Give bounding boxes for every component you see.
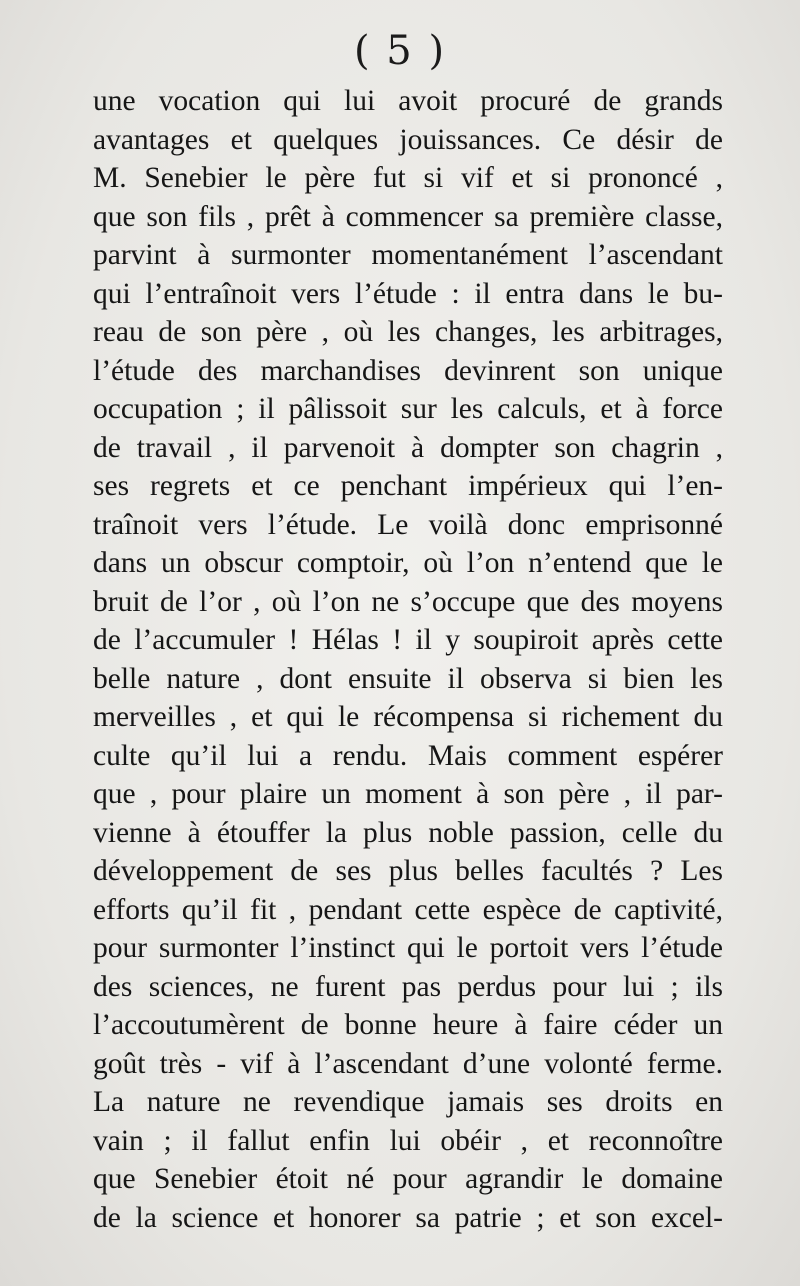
text-line: efforts qu’il fit , pendant cette espèce de captivité, <box>93 893 723 926</box>
text-line: l’accoutumèrent de bonne heure à faire céder un <box>93 1009 723 1041</box>
text-line: de la science et honorer sa patrie ; et son excel- <box>93 1201 723 1234</box>
text-line: pour surmonter l’instinct qui le portoit vers l’étude <box>93 932 723 964</box>
text-line: que son fils , prêt à commencer sa première classe, <box>93 200 723 233</box>
text-line: occupation ; il pâlissoit sur les calculs, et à force <box>93 393 723 425</box>
text-line: que Senebier étoit né pour agrandir le domaine <box>93 1163 723 1195</box>
text-line: qui l’entraînoit vers l’étude : il entra dans le bu- <box>93 277 723 310</box>
text-line: vienne à étouffer la plus noble passion, celle du <box>93 816 723 849</box>
text-line: l’étude des marchandises devinrent son unique <box>93 354 723 387</box>
body-text <box>93 82 723 1237</box>
text-line: reau de son père , où les changes, les arbitrages, <box>93 316 723 348</box>
text-line: ses regrets et ce penchant impérieux qui l’en- <box>93 470 723 502</box>
text-line: avantages et quelques jouissances. Ce désir de <box>93 123 723 156</box>
text-line: M. Senebier le père fut si vif et si prononcé , <box>93 162 723 194</box>
text-line: de l’accumuler ! Hélas ! il y soupiroit après cette <box>93 624 723 656</box>
text-line: vain ; il fallut enfin lui obéir , et reconnoître <box>93 1124 723 1157</box>
text-line: traînoit vers l’étude. Le voilà donc emprisonné <box>93 508 723 541</box>
text-line: que , pour plaire un moment à son père , il par- <box>93 778 723 810</box>
text-line: bruit de l’or , où l’on ne s’occupe que des moyens <box>93 585 723 618</box>
text-line: culte qu’il lui a rendu. Mais comment espérer <box>93 739 723 772</box>
page-number: ( 5 ) <box>353 28 447 74</box>
text-line: merveilles , et qui le récompensa si richement du <box>93 701 723 733</box>
text-line: goût très - vif à l’ascendant d’une volonté ferme. <box>93 1047 723 1080</box>
text-line: parvint à surmonter momentanément l’ascendant <box>93 239 723 271</box>
text-line: La nature ne revendique jamais ses droits en <box>93 1086 723 1118</box>
text-line: belle nature , dont ensuite il observa si bien les <box>93 662 723 695</box>
text-line: des sciences, ne furent pas perdus pour lui ; ils <box>93 970 723 1003</box>
text-line: développement de ses plus belles facultés ? Les <box>93 855 723 887</box>
text-line: de travail , il parvenoit à dompter son chagrin , <box>93 431 723 464</box>
text-line: dans un obscur comptoir, où l’on n’entend que le <box>93 547 723 579</box>
text-line: une vocation qui lui avoit procuré de grands <box>93 85 723 117</box>
